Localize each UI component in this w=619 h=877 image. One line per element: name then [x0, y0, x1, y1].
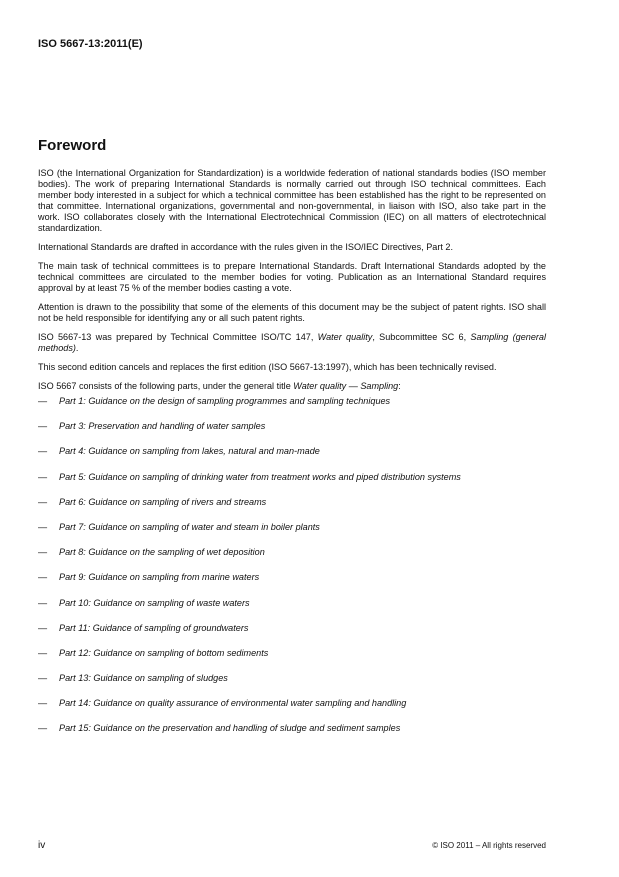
paragraph-main-task: The main task of technical committees is to prepare International Standards. Draft International Standards adopted by the technical committees are circulated to the member bodies for voting. Publication as an International Standard requires approval by at least 75 % of the member bodies casting a vote.	[38, 261, 546, 293]
list-item	[38, 698, 546, 723]
dash: —	[38, 698, 48, 709]
part-title: Part 3: Preservation and handling of water samples	[59, 421, 266, 432]
part-title: Part 8: Guidance on the sampling of wet deposition	[59, 547, 265, 558]
list-item	[38, 421, 546, 446]
dash: —	[38, 622, 48, 633]
list-item	[38, 648, 546, 673]
list-item	[38, 598, 546, 623]
dash: —	[38, 647, 48, 658]
part-title: Part 7: Guidance on sampling of water and steam in boiler plants	[59, 521, 320, 532]
parts-list	[38, 396, 546, 749]
part-title: Part 11: Guidance of sampling of groundwaters	[59, 622, 249, 633]
subcommittee-title: Sampling (general methods)	[38, 332, 546, 353]
subcommittee-text: , Subcommittee SC 6,	[372, 332, 471, 342]
committee-title: Water quality	[317, 332, 373, 342]
dash: —	[38, 521, 48, 532]
dash: —	[38, 421, 48, 432]
dash: —	[38, 547, 48, 558]
document-id: ISO 5667-13:2011(E)	[38, 38, 143, 50]
paragraph-patent: Attention is drawn to the possibility that some of the elements of this document may be the subject of patent rights. ISO shall not be held responsible for identifying any or all such patent rights.	[38, 302, 546, 323]
part-title: Part 5: Guidance on sampling of drinking water from treatment works and piped distribution systems	[59, 471, 461, 482]
list-item	[38, 446, 546, 471]
dash: —	[38, 471, 48, 482]
list-item	[38, 547, 546, 572]
part-title: Part 9: Guidance on sampling from marine waters	[59, 572, 260, 583]
copyright-notice: © ISO 2011 – All rights reserved	[432, 841, 546, 850]
part-title: Part 12: Guidance on sampling of bottom sediments	[59, 647, 269, 658]
page-number: iv	[38, 840, 46, 851]
foreword-body	[38, 168, 546, 749]
list-item	[38, 572, 546, 597]
part-title: Part 13: Guidance on sampling of sludges	[59, 673, 228, 684]
paragraph-edition: This second edition cancels and replaces the first edition (ISO 5667-13:1997), which has been technically revised.	[38, 362, 497, 372]
parts-intro-text: ISO 5667 consists of the following parts, under the general title	[38, 381, 294, 391]
list-item	[38, 472, 546, 497]
dash: —	[38, 723, 48, 734]
dash: —	[38, 496, 48, 507]
part-title: Part 1: Guidance on the design of sampling programmes and sampling techniques	[59, 396, 391, 406]
paragraph-prepared-by	[38, 332, 546, 354]
list-item	[38, 497, 546, 522]
dash: —	[38, 572, 48, 583]
general-title: Water quality — Sampling	[293, 381, 399, 391]
prepared-by-text: ISO 5667-13 was prepared by Technical Committee ISO/TC 147,	[38, 332, 318, 342]
dash: —	[38, 597, 48, 608]
period: .	[75, 343, 79, 353]
part-title: Part 10: Guidance on sampling of waste waters	[59, 597, 250, 608]
colon: :	[398, 381, 401, 391]
list-item	[38, 723, 546, 748]
dash: —	[38, 396, 48, 406]
list-item	[38, 623, 546, 648]
page-title: Foreword	[38, 137, 107, 154]
list-item	[38, 673, 546, 698]
part-title: Part 6: Guidance on sampling of rivers and streams	[59, 496, 267, 507]
part-title: Part 4: Guidance on sampling from lakes, natural and man-made	[59, 446, 320, 457]
paragraph-iso-intro: ISO (the International Organization for Standardization) is a worldwide federation of national standards bodies (ISO member bodies). The work of preparing International Standards is normally carried out through ISO technical committees. Each member body interested in a subject for which a technical committee has been established has the right to be represented on that committee. International organizations, governmental and non-governmental, in liaison with ISO, also take part in the work. ISO collaborates closely with the International Electrotechnical Commission (IEC) on all matters of electrotechnical standardization.	[38, 168, 546, 233]
part-title: Part 15: Guidance on the preservation and handling of sludge and sediment samples	[59, 723, 401, 734]
dash: —	[38, 446, 48, 457]
paragraph-parts-intro	[38, 381, 546, 392]
paragraph-directives: International Standards are drafted in accordance with the rules given in the ISO/IEC Directives, Part 2.	[38, 242, 453, 252]
dash: —	[38, 673, 48, 684]
part-title: Part 14: Guidance on quality assurance of environmental water sampling and handling	[59, 698, 407, 709]
list-item	[38, 522, 546, 547]
list-item	[38, 396, 546, 421]
